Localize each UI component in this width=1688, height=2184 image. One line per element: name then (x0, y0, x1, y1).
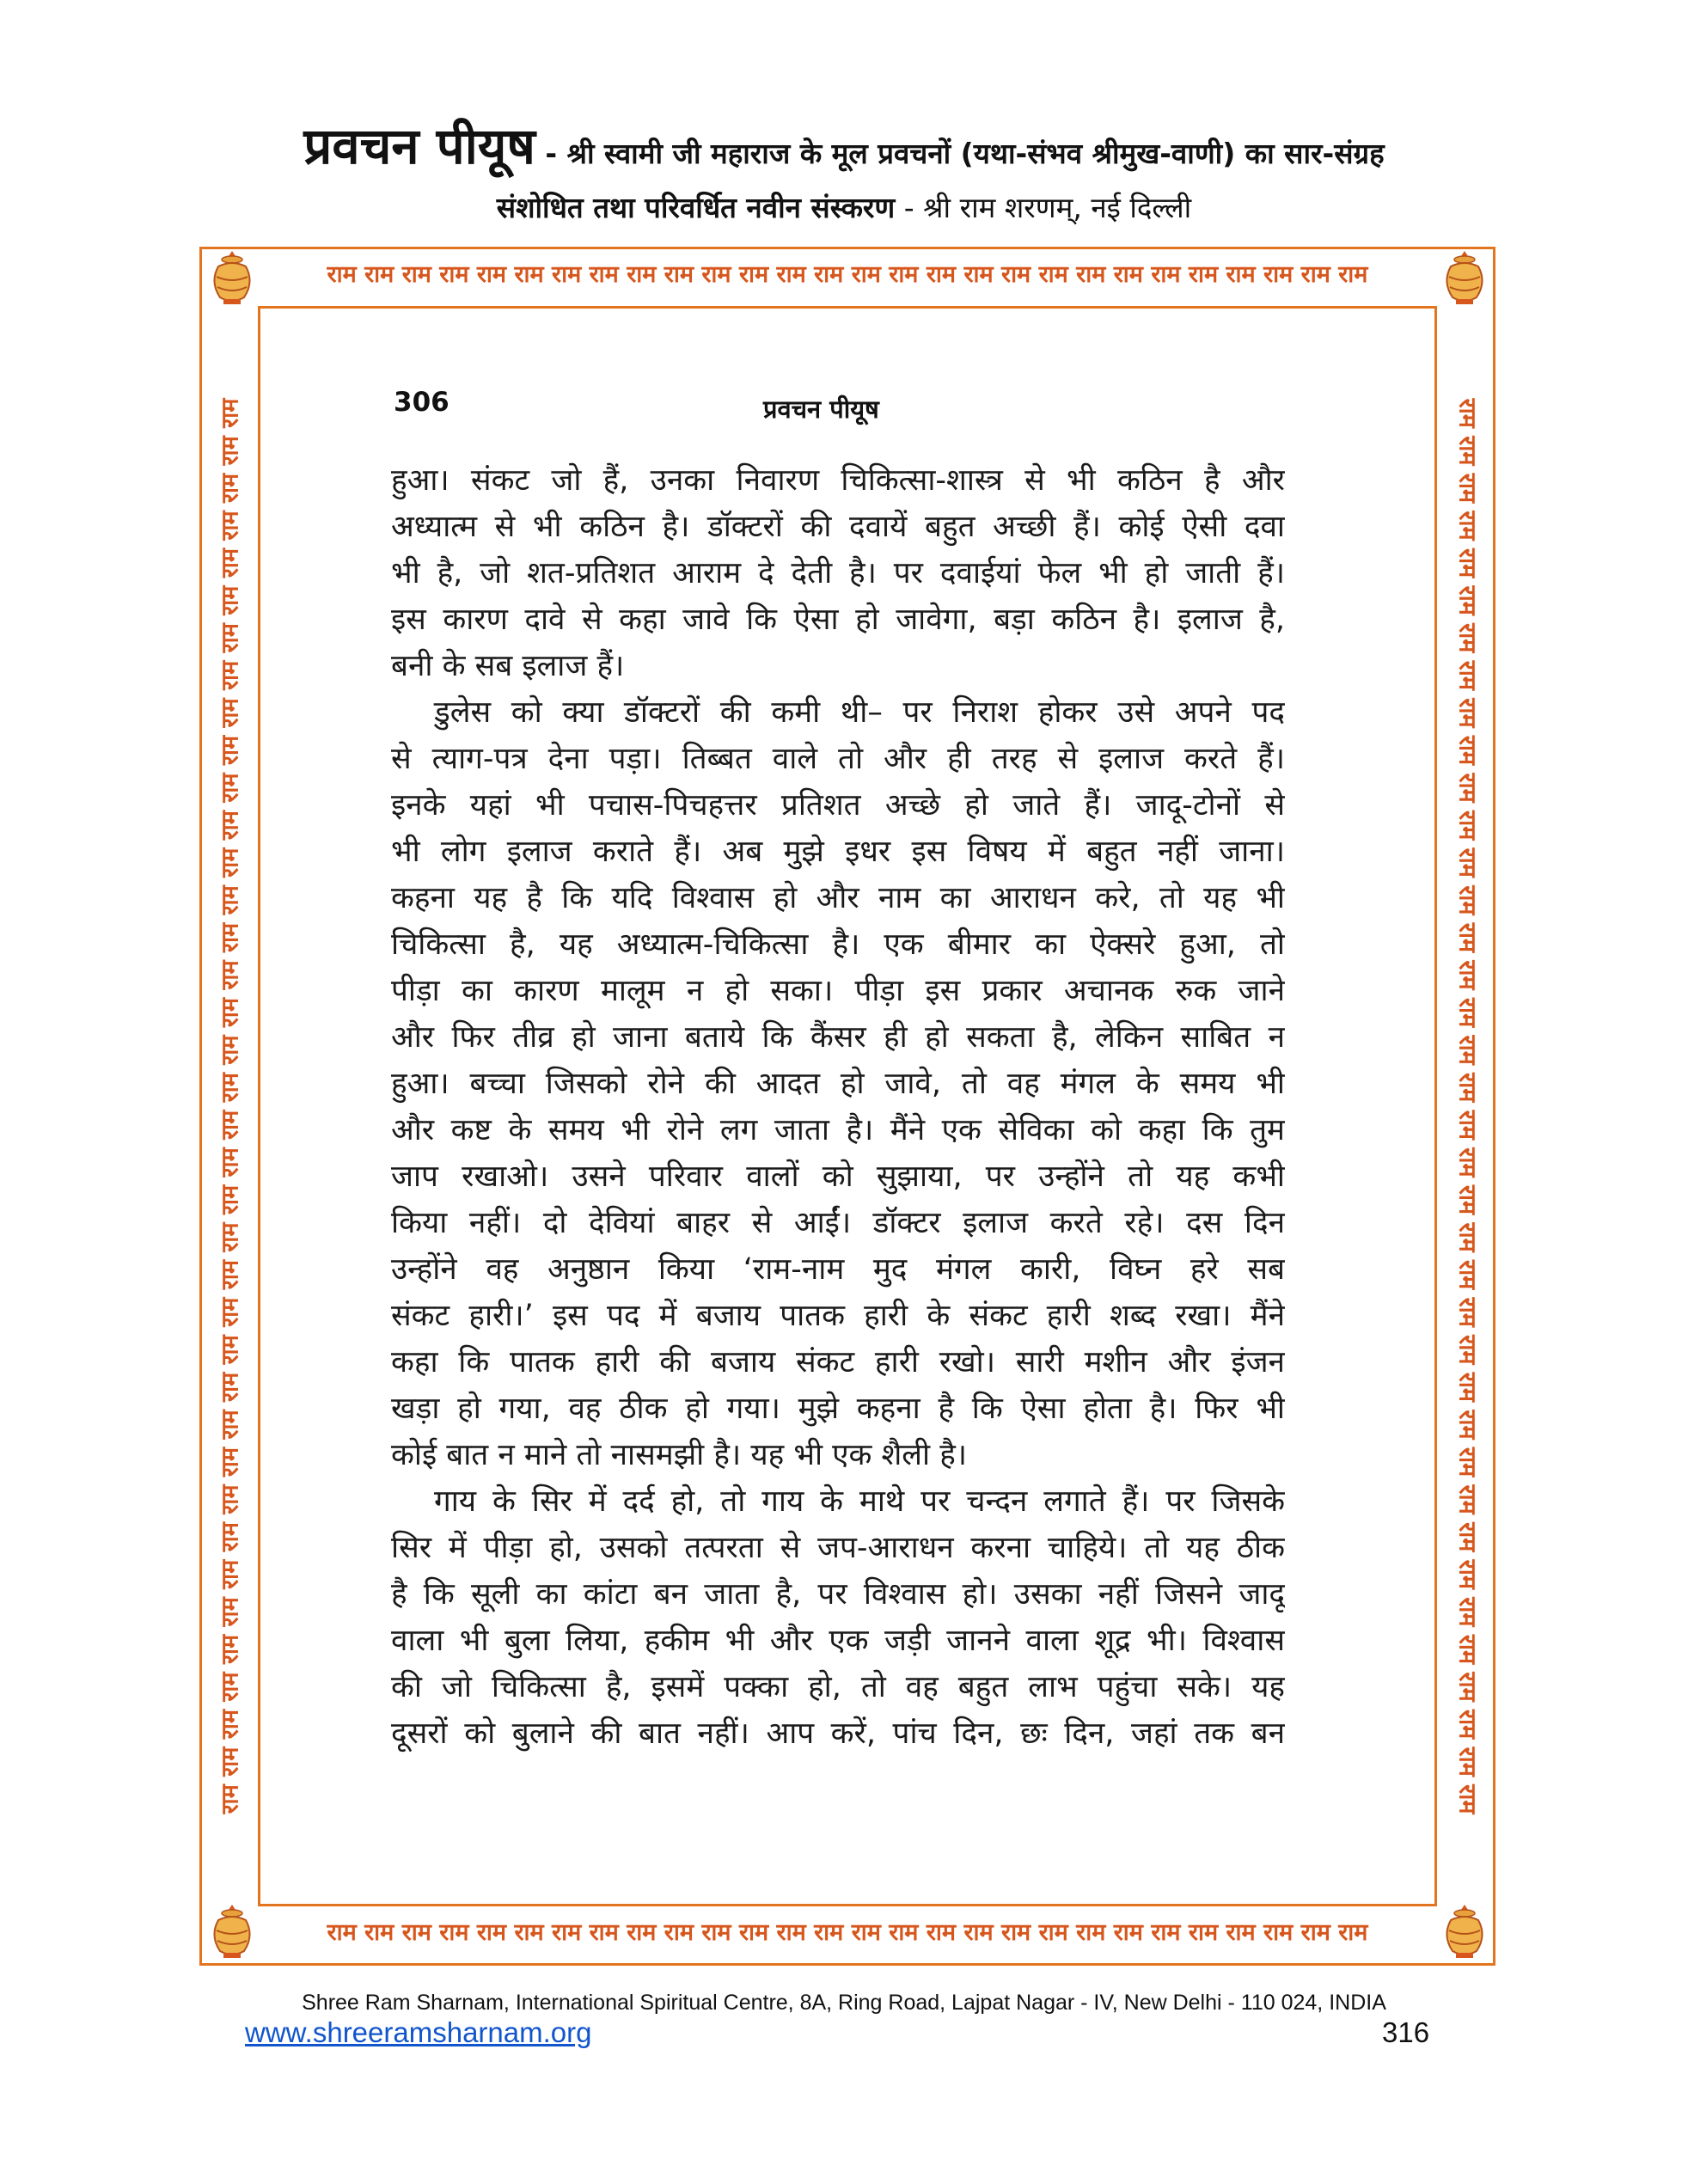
text-line: इस कारण दावे से कहा जावे कि ऐसा हो जावेगा, बड़ा कठिन है। इलाज है, (391, 603, 1285, 637)
header-subtitle: - श्री स्वामी जी महाराज के मूल प्रवचनों (यथा-संभव श्रीमुख-वाणी) का सार-संग्रह (535, 137, 1385, 170)
website-link[interactable]: www.shreeramsharnam.org (245, 2016, 592, 2048)
edition-rest: - श्री राम शरणम्, नई दिल्ली (895, 191, 1192, 224)
text-line: चिकित्सा है, यह अध्यात्म-चिकित्सा है। एक बीमार का ऐक्सरे हुआ, तो (391, 927, 1285, 962)
ram-border-right (1442, 306, 1490, 1906)
text-line: भी लोग इलाज कराते हैं। अब मुझे इधर इस विषय में बहुत नहीं जाना। (391, 835, 1285, 869)
footer-address: Shree Ram Sharnam, International Spiritual Centre, 8A, Ring Road, Lajpat Nagar - IV, New Delhi - 110 024, INDIA (302, 1991, 1386, 2015)
text-line: संकट हारी।’ इस पद में बजाय पातक हारी के संकट हारी शब्द रखा। मैंने (391, 1299, 1285, 1333)
document-header-title (0, 110, 1688, 178)
text-line: अध्यात्म से भी कठिन है। डॉक्टरों की दवायें बहुत अच्छी हैं। कोई ऐसी दवा (391, 510, 1285, 544)
text-line: भी है, जो शत-प्रतिशत आराम दे देती है। पर दवाईयां फेल भी हो जाती हैं। (391, 556, 1285, 590)
body-text (391, 457, 1285, 1757)
text-line: उन्होंने वह अनुष्ठान किया ‘राम-नाम मुद मंगल कारी, विघ्न हरे सब (391, 1252, 1285, 1287)
text-line: वाला भी बुला लिया, हकीम भी और एक जड़ी जानने वाला शूद्र भी। विश्वास (391, 1624, 1285, 1658)
text-line: इनके यहां भी पचास-पिचहत्तर प्रतिशत अच्छे हो जाते हैं। जादू-टोनों से (391, 788, 1285, 823)
kalash-ornament-icon (1439, 248, 1490, 308)
pdf-page-number: 316 (1382, 2016, 1430, 2048)
kalash-ornament-icon (206, 248, 258, 308)
text-line: की जो चिकित्सा है, इसमें पक्का हो, तो वह बहुत लाभ पहुंचा सके। यह (391, 1670, 1285, 1704)
text-line: सिर में पीड़ा हो, उसको तत्परता से जप-आराधन करना चाहिये। तो यह ठीक (391, 1531, 1285, 1565)
text-line: दूसरों को बुलाने की बात नहीं। आप करें, पांच दिन, छः दिन, जहां तक बन (391, 1716, 1285, 1751)
edition-bold: संशोधित तथा परिवर्धित नवीन संस्करण (496, 191, 896, 224)
text-line: और कष्ट के समय भी रोने लग जाता है। मैंने एक सेविका को कहा कि तुम (391, 1113, 1285, 1147)
kalash-ornament-icon (206, 1901, 258, 1961)
text-line: और फिर तीव्र हो जाना बताये कि कैंसर ही हो सकता है, लेकिन साबित न (391, 1020, 1285, 1055)
text-line: से त्याग-पत्र देना पड़ा। तिब्बत वाले तो और ही तरह से इलाज करते हैं। (391, 742, 1285, 776)
ram-border-top: राम राम राम राम राम राम राम राम राम राम राम राम राम राम राम राम राम राम राम राम राम राम राम राम राम राम राम राम (327, 261, 1368, 288)
ram-border-left (206, 306, 254, 1906)
ram-border-bottom: राम राम राम राम राम राम राम राम राम राम राम राम राम राम राम राम राम राम राम राम राम राम राम राम राम राम राम राम (327, 1919, 1368, 1946)
text-line: है कि सूली का कांटा बन जाता है, पर विश्वास हो। उसका नहीं जिसने जादू (391, 1577, 1285, 1612)
ram-border-right-text: राम राम राम राम राम राम राम राम राम राम राम राम राम राम राम राम राम राम राम राम राम राम राम राम राम राम राम राम राम राम राम राम राम राम राम राम राम राम (1453, 398, 1480, 1814)
document-header-edition (0, 187, 1688, 226)
text-line: खड़ा हो गया, वह ठीक हो गया। मुझे कहना है कि ऐसा होता है। फिर भी (391, 1392, 1285, 1426)
text-line: हुआ। बच्चा जिसको रोने की आदत हो जावे, तो वह मंगल के समय भी (391, 1067, 1285, 1101)
text-line: कहा कि पातक हारी की बजाय संकट हारी रखो। सारी मशीन और इंजन (391, 1345, 1285, 1380)
text-line: गाय के सिर में दर्द हो, तो गाय के माथे पर चन्दन लगाते हैं। पर जिसके (434, 1484, 1285, 1519)
text-line: किया नहीं। दो देवियां बाहर से आईं। डॉक्टर इलाज करते रहे। दस दिन (391, 1206, 1285, 1240)
kalash-ornament-icon (1439, 1901, 1490, 1961)
ram-border-left-text: राम राम राम राम राम राम राम राम राम राम राम राम राम राम राम राम राम राम राम राम राम राम राम राम राम राम राम राम राम राम राम राम राम राम राम राम राम राम (217, 398, 243, 1814)
text-line: कोई बात न माने तो नासमझी है। यह भी एक शैली है। (391, 1438, 968, 1472)
text-line: पीड़ा का कारण मालूम न हो सका। पीड़ा इस प्रकार अचानक रुक जाने (391, 974, 1285, 1008)
book-running-title: प्रवचन पीयूष (763, 395, 879, 424)
book-page-number: 306 (394, 387, 450, 418)
text-line: बनी के सब इलाज हैं। (391, 649, 625, 683)
text-line: जाप रखाओ। उसने परिवार वालों को सुझाया, पर उन्होंने तो यह कभी (391, 1159, 1285, 1194)
text-line: डुलेस को क्या डॉक्टरों की कमी थी– पर निराश होकर उसे अपने पद (434, 695, 1285, 730)
text-line: हुआ। संकट जो हैं, उनका निवारण चिकित्सा-शास्त्र से भी कठिन है और (391, 463, 1285, 498)
text-line: कहना यह है कि यदि विश्वास हो और नाम का आराधन करे, तो यह भी (391, 881, 1285, 915)
header-title: प्रवचन पीयूष (303, 117, 535, 175)
